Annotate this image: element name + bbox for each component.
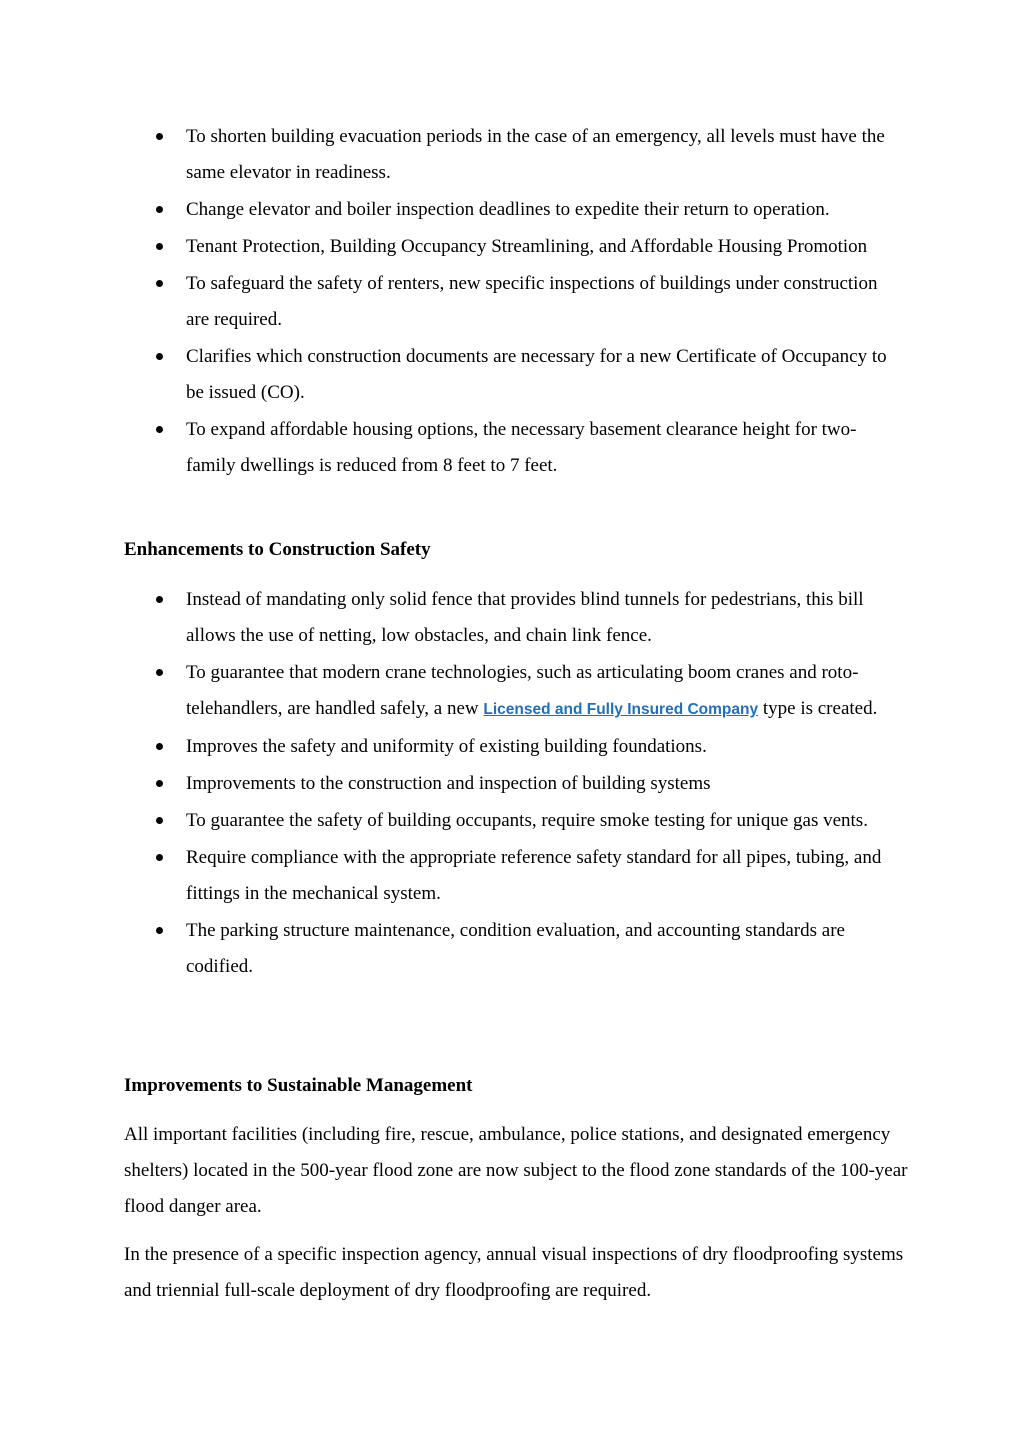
bullet-list-requirements [0,119,1023,485]
list-item-text: To expand affordable housing options, the necessary basement clearance height for two-family dwellings is reduced from 8 feet to 7 feet. [186,419,857,476]
paragraph-floodproofing: In the presence of a specific inspection agency, annual visual inspections of dry floodproofing systems and triennial full-scale deployment of dry floodproofing are required. [124,1244,904,1301]
list-item-text: Require compliance with the appropriate reference safety standard for all pipes, tubing, and fittings in the mechanical system. [186,847,882,904]
bullet-icon [156,780,163,787]
bullet-icon [156,133,163,140]
bullet-icon [156,280,163,287]
list-item [0,803,1023,839]
bullet-icon [156,243,163,250]
list-item [0,840,1023,912]
bullet-icon [156,206,163,213]
list-item-text: Instead of mandating only solid fence that provides blind tunnels for pedestrians, this bill allows the use of netting, low obstacles, and chain link fence. [186,589,864,646]
bullet-icon [156,669,163,676]
section-heading-construction-safety: Enhancements to Construction Safety [124,539,431,560]
bullet-list-construction-safety [0,582,1023,986]
list-item-text: Improvements to the construction and inspection of building systems [186,773,711,794]
list-item [0,339,1023,411]
licensed-insured-company-link[interactable]: Licensed and Fully Insured Company [483,701,759,718]
list-item-text: To guarantee the safety of building occupants, require smoke testing for unique gas vents. [186,810,868,831]
list-item-text: Clarifies which construction documents are necessary for a new Certificate of Occupancy to be issued (CO). [186,346,887,403]
list-item [0,266,1023,338]
list-item [0,729,1023,765]
bullet-icon [156,426,163,433]
bullet-icon [156,353,163,360]
list-item-text: Change elevator and boiler inspection deadlines to expedite their return to operation. [186,199,830,220]
list-item-text: Improves the safety and uniformity of existing building foundations. [186,736,707,757]
list-item [0,582,1023,654]
list-item [0,192,1023,228]
list-item [0,412,1023,484]
list-item [0,766,1023,802]
list-item-text: To safeguard the safety of renters, new specific inspections of buildings under construction are required. [186,273,878,330]
list-item-text: To shorten building evacuation periods in the case of an emergency, all levels must have the same elevator in readiness. [186,126,885,183]
list-item-text-end: type is created. [758,698,878,719]
bullet-icon [156,854,163,861]
bullet-icon [156,596,163,603]
bullet-icon [156,817,163,824]
section-heading-sustainable-management: Improvements to Sustainable Management [124,1075,473,1096]
list-item-text-start: To guarantee that modern crane technologies, such as articulating boom cranes and roto-telehandlers, are handled safely, a new [186,662,859,719]
list-item-text: The parking structure maintenance, condition evaluation, and accounting standards are codified. [186,920,845,977]
list-item [0,119,1023,191]
bullet-icon [156,743,163,750]
list-item [0,655,1023,728]
bullet-icon [156,927,163,934]
list-item [0,913,1023,985]
paragraph-flood-zone: All important facilities (including fire, rescue, ambulance, police stations, and designated emergency shelters) located in the 500-year flood zone are now subject to the flood zone standards of the 100-year flood danger area. [124,1124,908,1217]
list-item [0,229,1023,265]
list-item-text: Tenant Protection, Building Occupancy Streamlining, and Affordable Housing Promotion [186,236,868,257]
